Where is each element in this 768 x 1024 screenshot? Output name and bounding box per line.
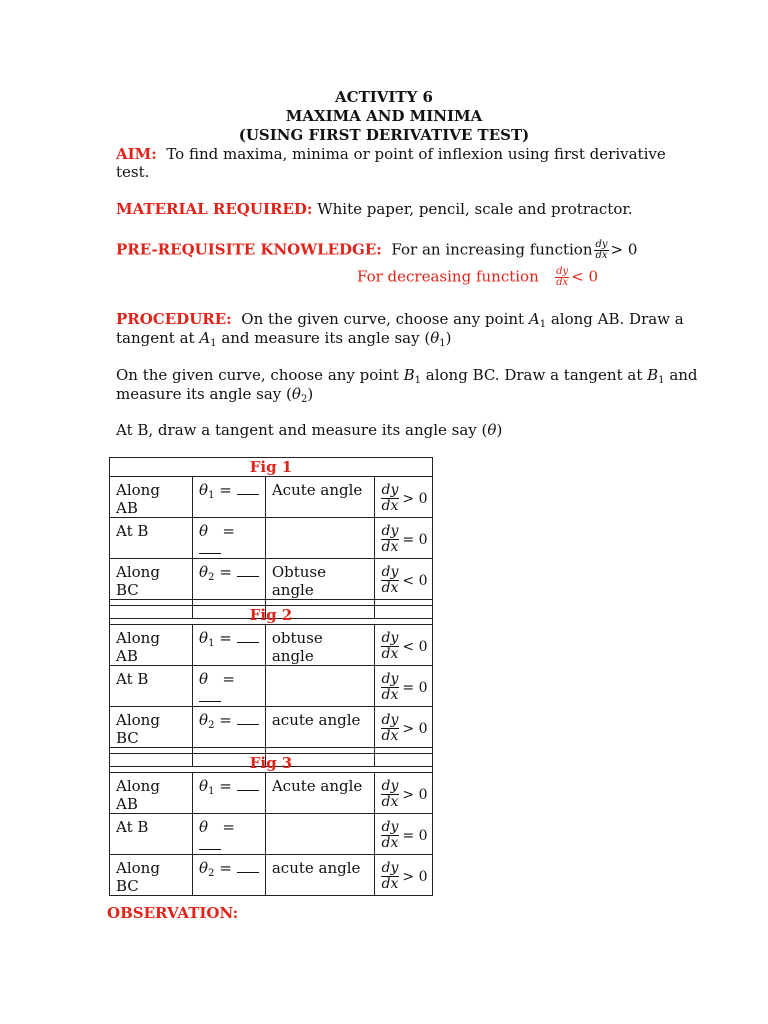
fig-2-table [109, 605, 433, 767]
angle-symbol-cell: $\theta_2$ = [193, 855, 266, 896]
angle-symbol-cell: $\theta_1$ = [193, 477, 266, 518]
activity-number: ACTIVITY 6 [335, 88, 433, 106]
figure-caption: Fig 3 [110, 754, 433, 773]
aim-line [116, 145, 666, 163]
material-label: MATERIAL REQUIRED: [116, 200, 313, 218]
angle-type-cell: acute angle [265, 855, 374, 896]
prereq-decreasing-line [357, 267, 598, 288]
dydx-fraction: $\frac{dy}{dx}$ [556, 266, 569, 288]
derivative-cell: $\frac{dy}{dx}$ = 0 [374, 518, 432, 559]
activity-subtitle: (USING FIRST DERIVATIVE TEST) [238, 126, 530, 144]
table-row [110, 707, 433, 748]
position-cell: At B [110, 518, 193, 559]
procedure-line-3: On the given curve, choose any point $B_1$ along BC. Draw a tangent at $B_1$ and [116, 366, 698, 386]
table-row [110, 814, 433, 855]
table-row [110, 855, 433, 896]
angle-type-cell: Acute angle [265, 773, 374, 814]
dydx-fraction: $\frac{dy}{dx}$ [595, 239, 608, 261]
answer-blank[interactable] [237, 778, 259, 791]
prereq-gt-zero: > 0 [610, 240, 638, 259]
derivative-cell: dy dx > 0 [374, 707, 432, 748]
procedure-line-1: PROCEDURE: On the given curve, choose any point $A_1$ along AB. Draw a [116, 310, 684, 330]
table-row [110, 477, 433, 518]
position-cell: At B [110, 814, 193, 855]
answer-blank[interactable] [199, 541, 221, 554]
angle-symbol-cell: $\theta_1$ = [193, 773, 266, 814]
derivative-cell: dy dx < 0 [374, 625, 432, 666]
angle-type-cell [265, 666, 374, 707]
derivative-cell: dy dx < 0 [374, 559, 432, 600]
position-cell: Along BC [110, 559, 193, 600]
angle-type-cell [265, 814, 374, 855]
aim-text-continued: test. [116, 163, 150, 181]
prereq-increasing-text: For an increasing function [391, 240, 593, 259]
angle-type-cell: acute angle [265, 707, 374, 748]
angle-symbol-cell: θ = [193, 666, 266, 707]
angle-type-cell: Acute angle [265, 477, 374, 518]
procedure-line-4: measure its angle say $(\theta_2)$ [116, 385, 314, 405]
angle-symbol-cell: $\theta_2$ = [193, 559, 266, 600]
derivative-cell: $\frac{dy}{dx}$ = 0 [374, 814, 432, 855]
derivative-cell: $\frac{dy}{dx}$ = 0 [374, 666, 432, 707]
angle-type-cell: Obtuse angle [265, 559, 374, 600]
material-text: White paper, pencil, scale and protractor. [317, 200, 633, 218]
position-cell: Along AB [110, 477, 193, 518]
angle-symbol-cell: $\theta_1$ = [193, 625, 266, 666]
table-row [110, 773, 433, 814]
angle-type-cell: obtuse angle [265, 625, 374, 666]
table-row [110, 625, 433, 666]
aim-label: AIM: [116, 145, 157, 163]
answer-blank[interactable] [199, 837, 221, 850]
procedure-line-2: tangent at $A_1$ and measure its angle say $(\theta_1)$ [116, 329, 452, 349]
prereq-line [116, 240, 637, 261]
prereq-lt-zero: < 0 [571, 267, 599, 286]
figure-caption: Fig 2 [110, 606, 433, 625]
prereq-label: PRE-REQUISITE KNOWLEDGE: [116, 240, 382, 259]
procedure-line-5: At B, draw a tangent and measure its angle say (θ) [116, 421, 503, 439]
prereq-decreasing-text: For decreasing function [357, 267, 539, 286]
answer-blank[interactable] [237, 860, 259, 873]
angle-symbol-cell: $\theta_2$ = [193, 707, 266, 748]
derivative-cell: dy dx > 0 [374, 477, 432, 518]
material-line [116, 200, 633, 218]
position-cell: Along BC [110, 707, 193, 748]
position-cell: Along BC [110, 855, 193, 896]
position-cell: Along AB [110, 773, 193, 814]
derivative-cell: dy dx > 0 [374, 855, 432, 896]
fig-3-table [109, 753, 433, 896]
figure-caption: Fig 1 [110, 458, 433, 477]
aim-text: To find maxima, minima or point of inflexion using first derivative [166, 145, 666, 163]
procedure-label: PROCEDURE: [116, 310, 232, 328]
angle-symbol-cell: θ = [193, 814, 266, 855]
answer-blank[interactable] [237, 630, 259, 643]
angle-symbol-cell: θ = [193, 518, 266, 559]
angle-type-cell [265, 518, 374, 559]
position-cell: Along AB [110, 625, 193, 666]
derivative-cell: dy dx > 0 [374, 773, 432, 814]
activity-title: MAXIMA AND MINIMA [285, 107, 483, 125]
table-row [110, 666, 433, 707]
answer-blank[interactable] [237, 712, 259, 725]
answer-blank[interactable] [237, 564, 259, 577]
observation-heading: OBSERVATION: [107, 904, 239, 922]
table-row [110, 518, 433, 559]
fig-1-table [109, 457, 433, 619]
table-row [110, 559, 433, 600]
position-cell: At B [110, 666, 193, 707]
answer-blank[interactable] [199, 689, 221, 702]
answer-blank[interactable] [237, 482, 259, 495]
